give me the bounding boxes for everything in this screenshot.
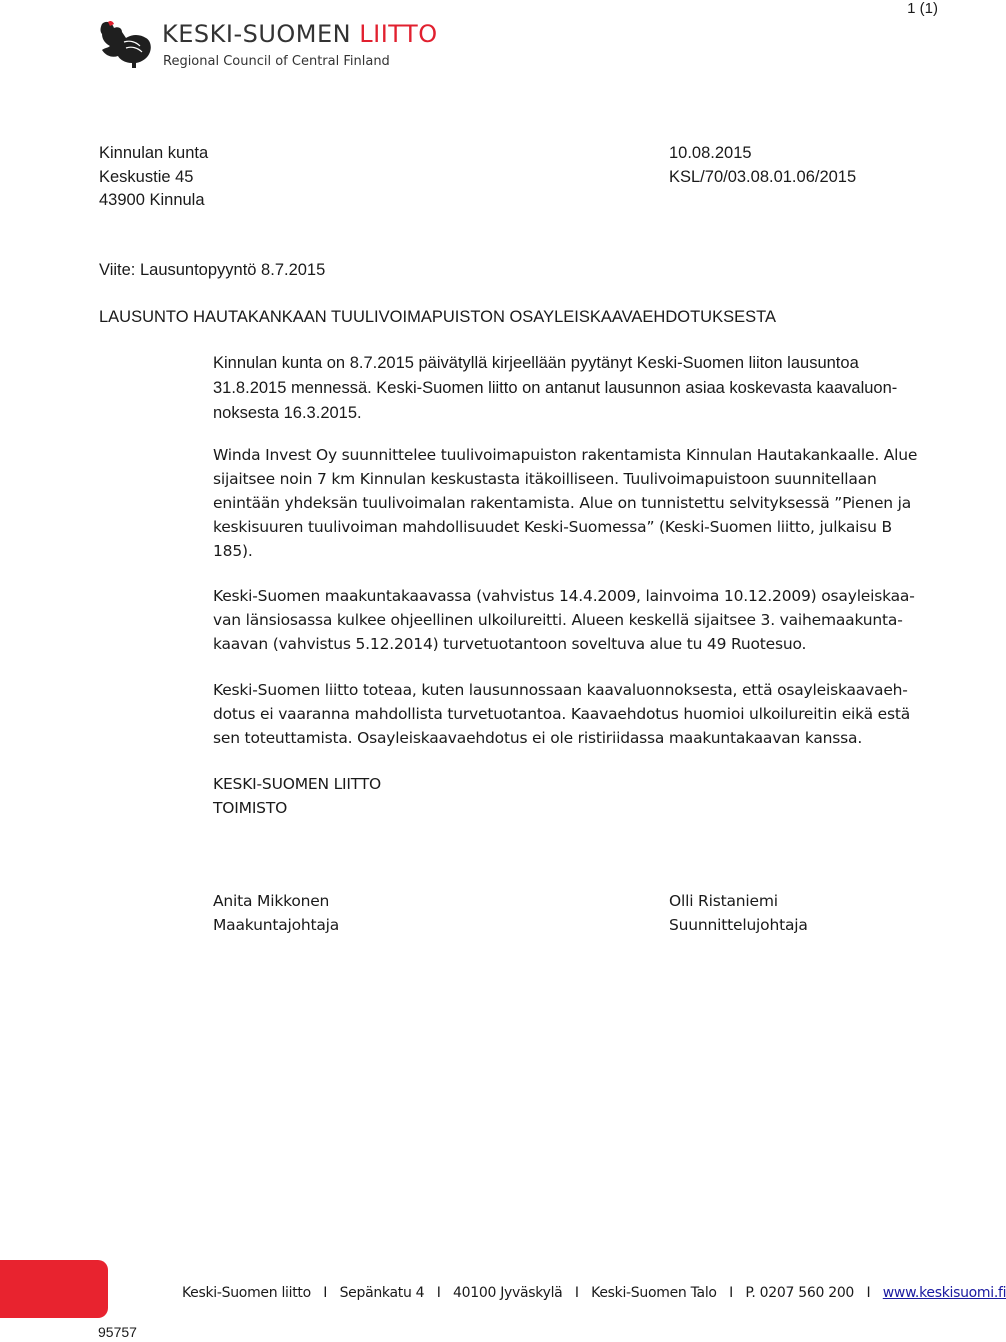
para1-line-1: Winda Invest Oy suunnittelee tuulivoimapuiston rakentamista Kinnulan Hautakankaalle. Alue [213, 446, 918, 464]
reference-line: Viite: Lausuntopyyntö 8.7.2015 [99, 261, 326, 279]
para2-line-3: kaavan (vahvistus 5.12.2014) turvetuotantoon soveltuva alue tu 49 Ruotesuo. [213, 635, 807, 653]
document-reference: KSL/70/03.08.01.06/2015 [669, 168, 857, 186]
document-date: 10.08.2015 [669, 144, 752, 162]
para1-line-4: keskisuuren tuulivoiman mahdollisuudet Keski-Suomessa” (Keski-Suomen liitto, julkaisu B [213, 518, 892, 536]
signer-1-name: Anita Mikkonen [213, 892, 330, 910]
para3-line-3: sen toteuttamista. Osayleiskaavaehdotus ei ole ristiriidassa maakuntakaavan kanssa. [213, 729, 863, 747]
website-link[interactable]: www.keskisuomi.fi [882, 1285, 1006, 1301]
recipient-city: 43900 Kinnula [99, 191, 205, 209]
para1-line-2: sijaitsee noin 7 km Kinnulan keskustasta itäkoilliseen. Tuulivoimapuistoon suunnitellaan [213, 470, 877, 488]
footer-accent-block [0, 1260, 108, 1318]
organization-logo [96, 14, 456, 72]
para1-line-3: enintään yhdeksän tuulivoimalan rakentamista. Alue on tunnistettu selvityksessä ”Pienen ja [213, 494, 912, 512]
para2-line-1: Keski-Suomen maakuntakaavassa (vahvistus 14.4.2009, lainvoima 10.12.2009) osayleiskaa- [213, 587, 915, 605]
intro-line-2: 31.8.2015 mennessä. Keski-Suomen liitto on antanut lausunnon asiaa koskevasta kaavaluon- [213, 379, 898, 397]
para2-line-2: van länsiosassa kulkee ohjeellinen ulkoilureitti. Alueen keskellä sijaitsee 3. vaihemaakunta- [213, 611, 903, 629]
signer-2-title: Suunnittelujohtaja [669, 916, 808, 934]
page-number: 1 (1) [907, 0, 938, 17]
para1-line-5: 185). [213, 542, 253, 560]
signer-2-name: Olli Ristaniemi [669, 892, 778, 910]
signer-1-title: Maakuntajohtaja [213, 916, 340, 934]
recipient-name: Kinnulan kunta [99, 144, 209, 162]
org-unit: TOIMISTO [213, 799, 288, 817]
recipient-street: Keskustie 45 [99, 168, 194, 186]
document-code: 95757 [98, 1324, 137, 1340]
intro-line-3: noksesta 16.3.2015. [213, 404, 362, 422]
para3-line-1: Keski-Suomen liitto toteaa, kuten lausunnossaan kaavaluonnoksesta, että osayleiskaavaeh- [213, 681, 908, 699]
footer-contact [182, 1285, 1006, 1301]
intro-line-1: Kinnulan kunta on 8.7.2015 päivätyllä kirjeellään pyytänyt Keski-Suomen liiton lausuntoa [213, 354, 859, 372]
para3-line-2: dotus ei vaaranna mahdollista turvetuotantoa. Kaavaehdotus huomioi ulkoilureitin eikä estä [213, 705, 911, 723]
footer-contact-text: Keski-Suomen liitto I Sepänkatu 4 I 40100 Jyväskylä I Keski-Suomen Talo I P. 0207 560 200 I [182, 1285, 883, 1301]
logo-subtitle: Regional Council of Central Finland [163, 54, 390, 69]
org-name: KESKI-SUOMEN LIITTO [213, 775, 382, 793]
logo-text: KESKI-SUOMEN LIITTO [162, 20, 438, 48]
document-heading: LAUSUNTO HAUTAKANKAAN TUULIVOIMAPUISTON OSAYLEISKAAVAEHDOTUKSESTA [99, 308, 776, 326]
capercaillie-bird-icon [96, 16, 154, 74]
